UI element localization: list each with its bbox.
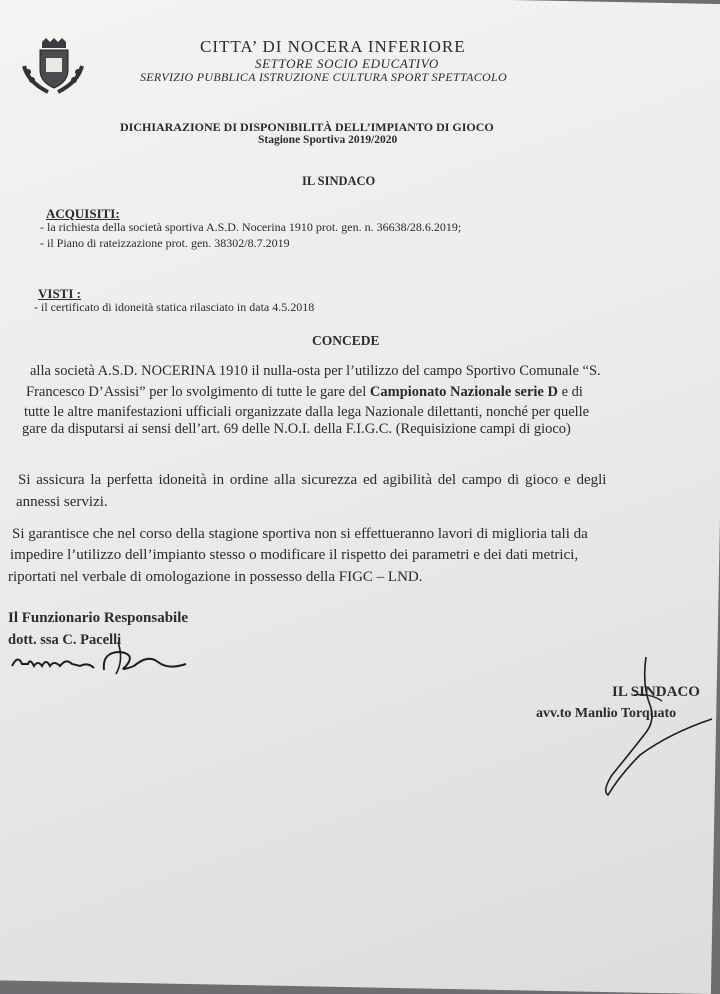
- header-service: SERVIZIO PUBBLICA ISTRUZIONE CULTURA SPORT SPETTACOLO: [140, 70, 507, 84]
- header-sector: SETTORE SOCIO EDUCATIVO: [255, 56, 439, 71]
- acquisiti-label: ACQUISITI:: [46, 206, 120, 221]
- municipal-crest-icon: [18, 36, 88, 98]
- official-name: dott. ssa C. Pacelli: [8, 632, 122, 648]
- official-signature: [8, 640, 198, 680]
- concede-line: gare da disputarsi ai sensi dell’art. 69 delle N.O.I. della F.I.G.C. (Requisizione campi di gioco): [22, 421, 571, 437]
- acquisiti-item: - la richiesta della società sportiva A.S.D. Nocerina 1910 prot. gen. n. 36638/28.6.2019;: [40, 220, 462, 234]
- concede-line: alla società A.S.D. NOCERINA 1910 il nulla-osta per l’utilizzo del campo Sportivo Comunale “S.: [30, 363, 601, 379]
- official-title: Il Funzionario Responsabile: [8, 610, 189, 626]
- mayor-name: avv.to Manlio Torquato: [536, 706, 677, 721]
- document-season: Stagione Sportiva 2019/2020: [258, 134, 398, 146]
- concede-line: Francesco D’Assisi” per lo svolgimento di tutte le gare del Campionato Nazionale serie D e di: [26, 384, 583, 400]
- concede-line: tutte le altre manifestazioni ufficiali organizzate dalla lega Nazionale dilettanti, nonché per quelle: [24, 404, 590, 420]
- header-city: CITTA’ DI NOCERA INFERIORE: [200, 37, 466, 56]
- championship-name: Campionato Nazionale serie D: [369, 384, 558, 400]
- guarantee-paragraph-line: impedire l’utilizzo dell’impianto stesso o modificare il rispetto dei parametri e dei dati metrici,: [10, 547, 579, 563]
- mayor-title: IL SINDACO: [612, 684, 700, 700]
- concede-label: CONCEDE: [312, 333, 380, 348]
- safety-paragraph-line: Si assicura la perfetta idoneità in ordine alla sicurezza ed agibilità del campo di gioco e degli: [18, 472, 607, 488]
- document-issuer: IL SINDACO: [302, 174, 376, 188]
- mayor-signature: [590, 655, 715, 805]
- visti-label: VISTI :: [38, 286, 81, 301]
- acquisiti-item: - il Piano di rateizzazione prot. gen. 38302/8.7.2019: [40, 236, 290, 250]
- guarantee-paragraph-line: Si garantisce che nel corso della stagione sportiva non si effettueranno lavori di miglioria tali da: [12, 526, 588, 542]
- safety-paragraph-line: annessi servizi.: [16, 494, 108, 510]
- document-title: DICHIARAZIONE DI DISPONIBILITÀ DELL’IMPIANTO DI GIOCO: [120, 120, 494, 134]
- guarantee-paragraph-line: riportati nel verbale di omologazione in possesso della FIGC – LND.: [8, 569, 423, 585]
- visti-item: - il certificato di idoneità statica rilasciato in data 4.5.2018: [34, 300, 315, 314]
